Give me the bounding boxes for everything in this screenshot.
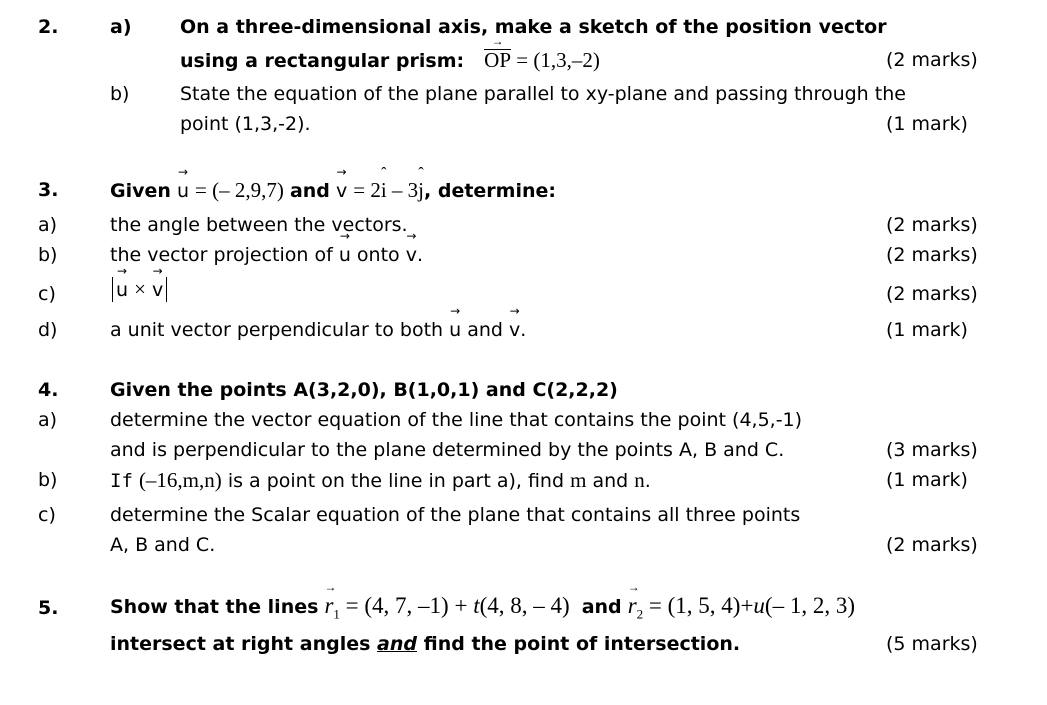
q3-number: 3. [38, 179, 59, 201]
q4c-line2: A, B and C. [110, 534, 216, 556]
q3d-text: a unit vector perpendicular to both → u and → v. [110, 318, 526, 342]
q2a-marks: (2 marks) [886, 49, 978, 71]
unit-i: ˆ i [381, 178, 387, 202]
q2-number: 2. [38, 16, 59, 38]
q2a-label: a) [110, 16, 132, 38]
q3a-label: a) [38, 214, 58, 236]
q4a-line1: determine the vector equation of the line that contains the point (4,5,-1) [110, 409, 803, 431]
q4-number: 4. [38, 379, 59, 401]
q3a-marks: (2 marks) [886, 214, 978, 236]
q3c-marks: (2 marks) [886, 283, 978, 305]
q3d-marks: (1 mark) [886, 319, 968, 341]
q4c-label: c) [38, 504, 56, 526]
q2b-line2: point (1,3,-2). [180, 113, 311, 135]
q3b-marks: (2 marks) [886, 244, 978, 266]
q4c-marks: (2 marks) [886, 534, 978, 556]
vector-op: OP [484, 48, 512, 72]
unit-j: ˆ j [418, 178, 424, 202]
q4a-line2: and is perpendicular to the plane determined by the points A, B and C. [110, 439, 785, 461]
q5-marks: (5 marks) [886, 633, 978, 655]
vector-r1: → r [324, 594, 333, 618]
q4c-line1: determine the Scalar equation of the plane that contains all three points [110, 504, 801, 526]
q2a-line2: using a rectangular prism: → OP = (1,3,–2) [180, 48, 600, 73]
q5-number: 5. [38, 597, 59, 619]
q2b-line1: State the equation of the plane parallel to xy-plane and passing through the [180, 83, 906, 105]
q4b-text: If (–16,m,n) is a point on the line in part a), find m and n. [110, 468, 651, 492]
q3c-cross-magnitude: → u × → v [110, 277, 169, 302]
q3b-label: b) [38, 244, 58, 266]
vector-r2: → r [628, 594, 637, 618]
q3-given: Given → u = (– 2,9,7) and → v = 2ˆ i – 3ˆ j, determine: [110, 178, 556, 203]
q4a-label: a) [38, 409, 58, 431]
q4a-marks: (3 marks) [886, 439, 978, 461]
q4-given: Given the points A(3,2,0), B(1,0,1) and C(2,2,2) [110, 379, 618, 401]
q2a-line1: On a three-dimensional axis, make a sketch of the position vector [180, 16, 887, 38]
q4b-marks: (1 mark) [886, 469, 968, 491]
q3a-text: the angle between the vectors. [110, 214, 408, 236]
q5-line2: intersect at right angles and find the point of intersection. [110, 633, 741, 655]
vector-v: → v [336, 179, 347, 203]
q3b-text: the vector projection of → u onto → v. [110, 243, 423, 267]
vector-u: → u [177, 179, 189, 203]
q3d-label: d) [38, 319, 58, 341]
q2b-marks: (1 mark) [886, 113, 968, 135]
q3c-label: c) [38, 283, 56, 305]
q4b-label: b) [38, 469, 58, 491]
q5-line1: Show that the lines → $r_1 = (4$, 7, –1) + t(4, 8, – 4) and → $r_2 = (1$, 5, 4)+u(– 1, 2, 3) [110, 594, 855, 627]
q2b-label: b) [110, 83, 130, 105]
